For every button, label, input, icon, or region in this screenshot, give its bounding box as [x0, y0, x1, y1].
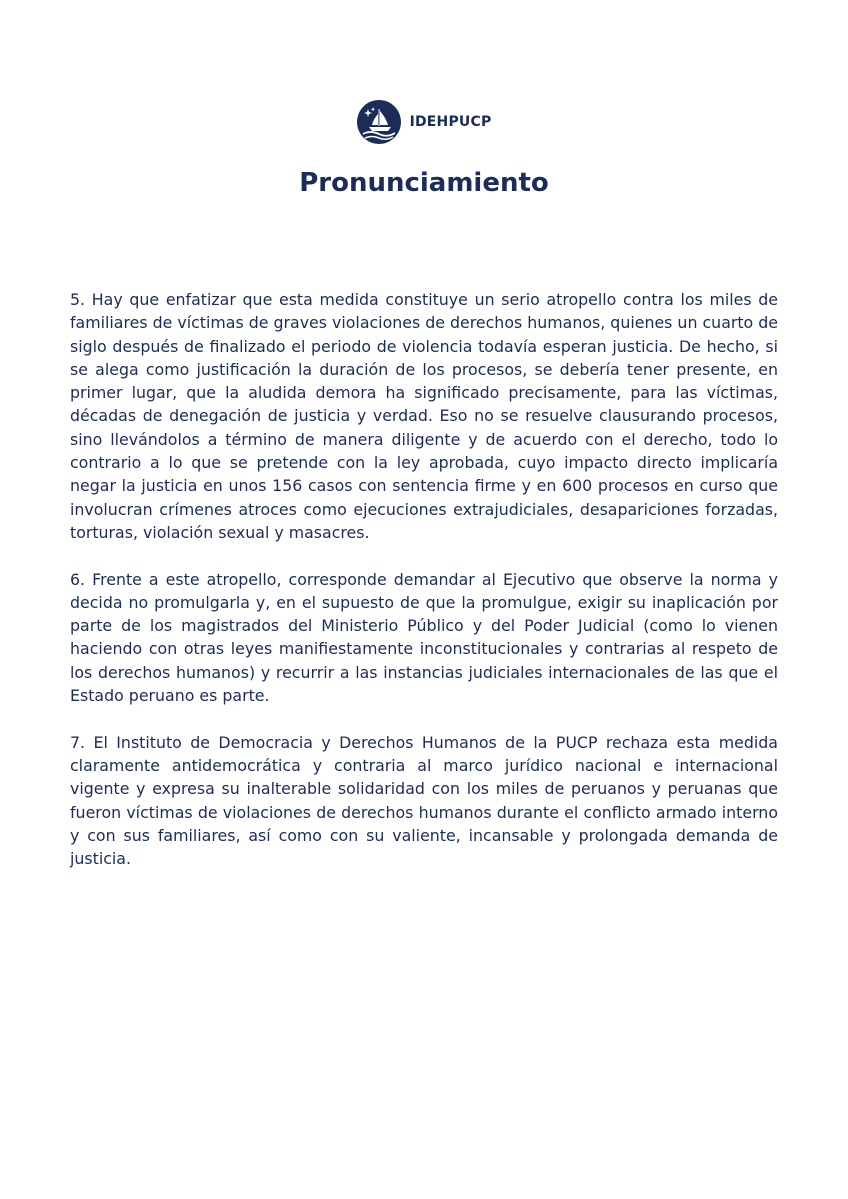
- ship-logo-icon: [357, 100, 401, 144]
- document-body: [70, 288, 778, 894]
- idehpucp-logo: [357, 100, 492, 144]
- paragraph-6: 6. Frente a este atropello, corresponde demandar al Ejecutivo que observe la norma y decida no promulgarla y, en el supuesto de que la promulgue, exigir su inaplicación por parte de los magistrados del Ministerio Público y del Poder Judicial (como lo vienen haciendo con otras leyes manifiestamente inconstitucionales y contrarias al respeto de los derechos humanos) y recurrir a las instancias judiciales internacionales de las que el Estado peruano es parte.: [70, 569, 778, 706]
- page-header: [0, 100, 848, 144]
- logo-wordmark: IDEHPUCP: [409, 114, 492, 130]
- paragraph-7: 7. El Instituto de Democracia y Derechos Humanos de la PUCP rechaza esta medida claramente antidemocrática y contraria al marco jurídico nacional e internacional vigente y expresa su inalterable solidaridad con los miles de peruanos y peruanas que fueron víctimas de violaciones de derechos humanos durante el conflicto armado interno y con sus familiares, así como con su valiente, incansable y prolongada demanda de justicia.: [70, 732, 778, 869]
- paragraph-5: 5. Hay que enfatizar que esta medida constituye un serio atropello contra los miles de familiares de víctimas de graves violaciones de derechos humanos, quienes un cuarto de siglo después de finalizado el periodo de violencia todavía esperan justicia. De hecho, si se alega como justificación la duración de los procesos, se debería tener presente, en primer lugar, que la aludida demora ha significado precisamente, para las víctimas, décadas de denegación de justicia y verdad. Eso no se resuelve clausurando procesos, sino llevándolos a término de manera diligente y de acuerdo con el derecho, todo lo contrario a lo que se pretende con la ley aprobada, cuyo impacto directo implicaría negar la justicia en unos 156 casos con sentencia firme y en 600 procesos en curso que involucran crímenes atroces como ejecuciones extrajudiciales, desapariciones forzadas, torturas, violación sexual y masacres.: [70, 290, 778, 542]
- page-title: Pronunciamiento: [299, 168, 549, 198]
